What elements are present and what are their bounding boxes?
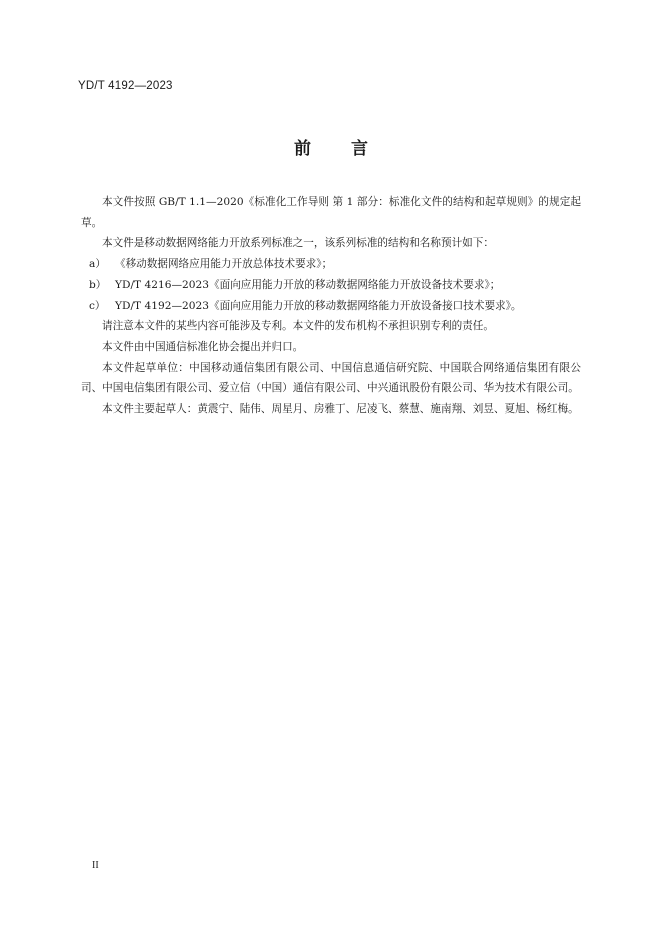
list-item — [81, 275, 581, 296]
list-item-text: YD/T 4192—2023《面向应用能力开放的移动数据网络能力开放设备接口技术要求》。 — [115, 299, 522, 312]
list-item-text: 《移动数据网络应用能力开放总体技术要求》； — [115, 258, 333, 271]
paragraph-series-intro: 本文件是移动数据网络能力开放系列标准之一，该系列标准的结构和名称预计如下： — [102, 237, 494, 250]
list-marker: a） — [89, 258, 106, 271]
paragraph-patent-notice: 请注意本文件的某些内容可能涉及专利。本文件的发布机构不承担识别专利的责任。 — [102, 320, 494, 333]
paragraph-drafting-units: 本文件起草单位：中国移动通信集团有限公司、中国信息通信研究院、中国联合网络通信集团有限公司、中国电信集团有限公司、爱立信（中国）通信有限公司、中兴通讯股份有限公司、华为技术有限公司。 — [81, 361, 581, 395]
document-code: YD/T 4192—2023 — [78, 80, 173, 92]
paragraph-drafters: 本文件主要起草人：黄震宁、陆伟、周星月、房雅丁、尼凌飞、蔡慧、施南翔、刘昱、夏旭、杨红梅。 — [102, 403, 579, 416]
list-item — [81, 254, 581, 275]
paragraph-proposer: 本文件由中国通信标准化协会提出并归口。 — [102, 340, 304, 353]
list-item — [81, 296, 581, 317]
title-char-1: 前 — [294, 139, 311, 159]
page-title — [0, 134, 662, 159]
foreword-body — [81, 192, 581, 420]
list-marker: b） — [89, 278, 107, 291]
title-char-2: 言 — [351, 139, 368, 159]
list-marker: c） — [89, 299, 106, 312]
paragraph-drafting-rules: 本文件按照 GB/T 1.1—2020《标准化工作导则 第 1 部分：标准化文件的结构和起草规则》的规定起草。 — [81, 196, 581, 229]
page-number: II — [92, 860, 99, 871]
list-item-text: YD/T 4216—2023《面向应用能力开放的移动数据网络能力开放设备技术要求》； — [115, 278, 501, 291]
